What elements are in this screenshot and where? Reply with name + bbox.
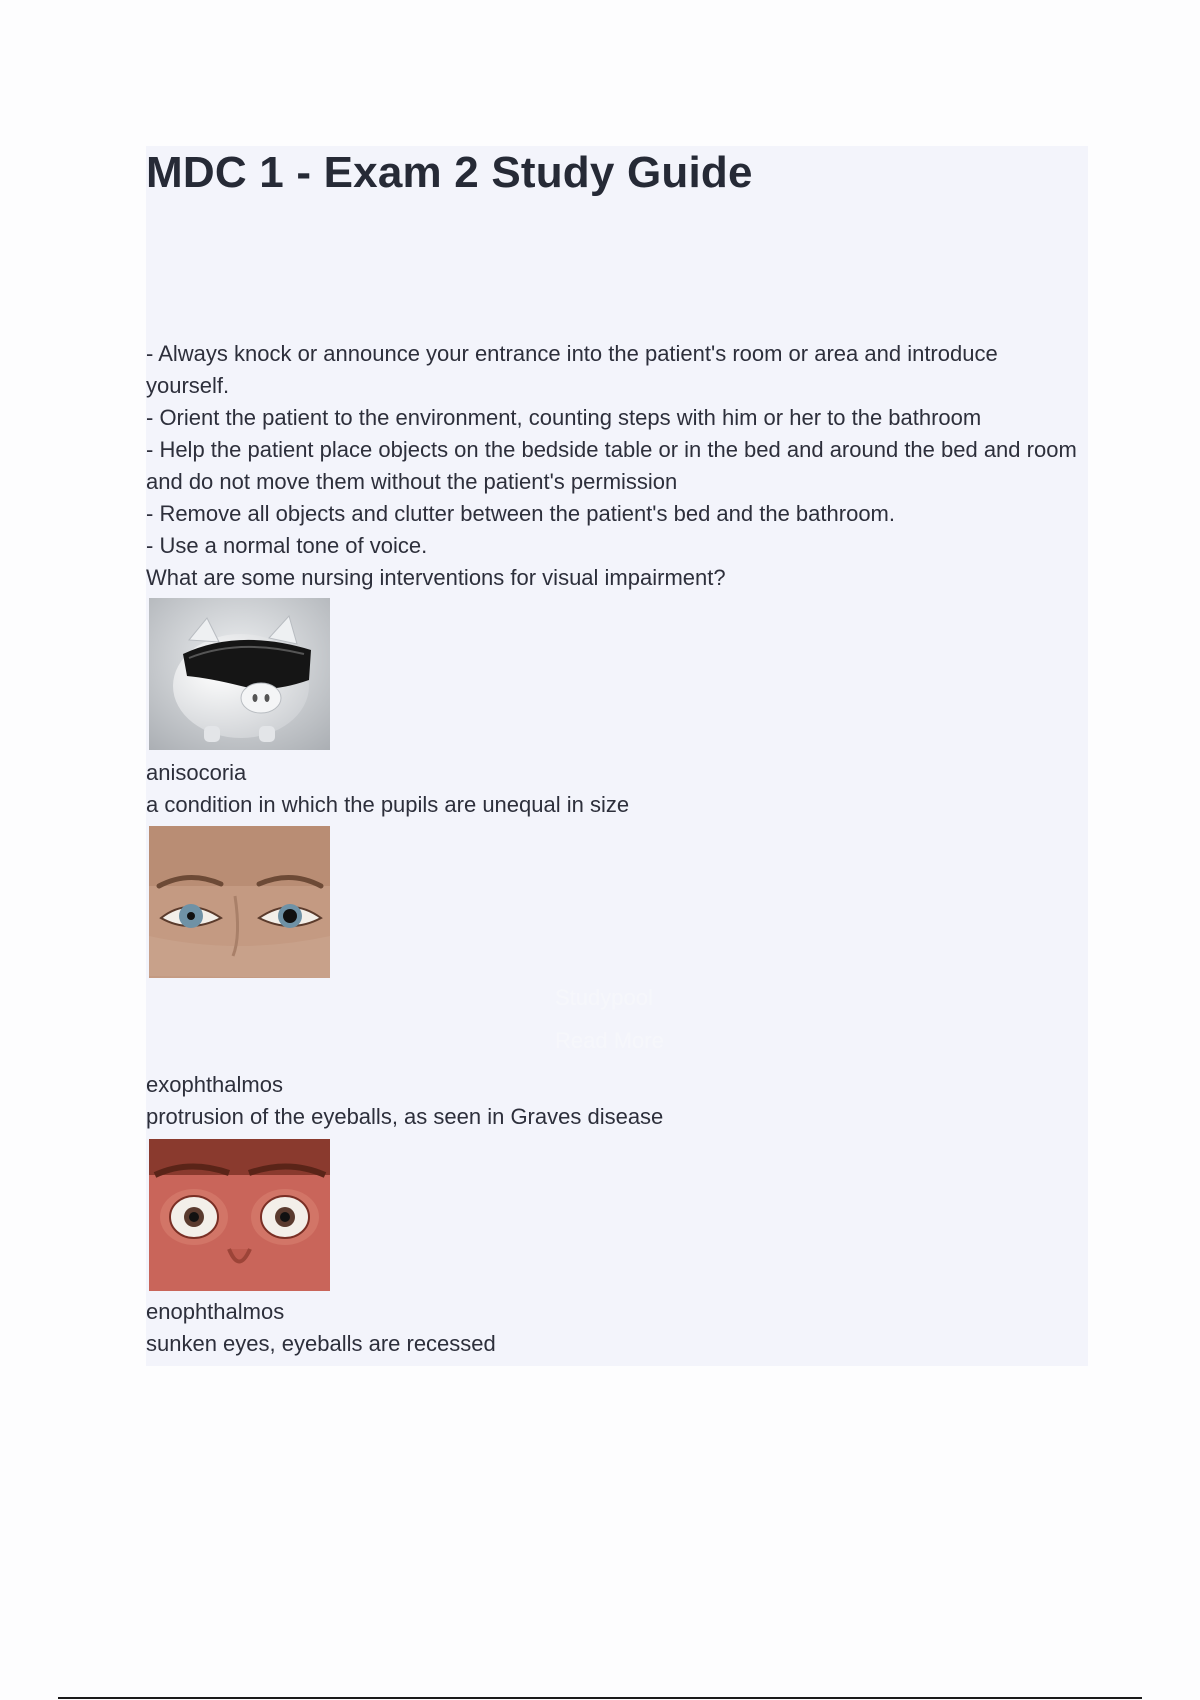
card-term: anisocoria <box>146 760 247 785</box>
card-definition: sunken eyes, eyeballs are recessed <box>146 1331 496 1356</box>
bulging-eyes-image <box>149 1139 330 1291</box>
intro-line: - Help the patient place objects on the bedside table or in the bed and around the bed and room and do not move them without the patient's permission <box>146 437 1077 494</box>
piggy-bank-eye-mask-image <box>149 598 330 750</box>
unequal-pupils-eyes-image <box>149 826 330 978</box>
intro-line: - Always knock or announce your entrance into the patient's room or area and introduce yourself. <box>146 341 998 398</box>
intro-line: - Orient the patient to the environment, counting steps with him or her to the bathroom <box>146 405 982 430</box>
page-footer-divider <box>58 1697 1142 1699</box>
overlay-brand: Studypool <box>555 985 653 1010</box>
question-text: What are some nursing interventions for visual impairment? <box>146 565 726 590</box>
page-title: MDC 1 - Exam 2 Study Guide <box>146 148 753 197</box>
intro-text <box>146 338 1086 594</box>
card-definition: a condition in which the pupils are unequal in size <box>146 792 630 817</box>
card-term: exophthalmos <box>146 1072 283 1097</box>
card-anisocoria <box>146 757 1086 821</box>
card-enophthalmos <box>146 1296 1086 1360</box>
card-exophthalmos <box>146 1069 1086 1133</box>
intro-line: - Remove all objects and clutter between the patient's bed and the bathroom. <box>146 501 895 526</box>
intro-line: - Use a normal tone of voice. <box>146 533 428 558</box>
card-definition: protrusion of the eyeballs, as seen in Graves disease <box>146 1104 664 1129</box>
read-more-link[interactable]: Read More <box>555 1028 664 1053</box>
card-term: enophthalmos <box>146 1299 285 1324</box>
